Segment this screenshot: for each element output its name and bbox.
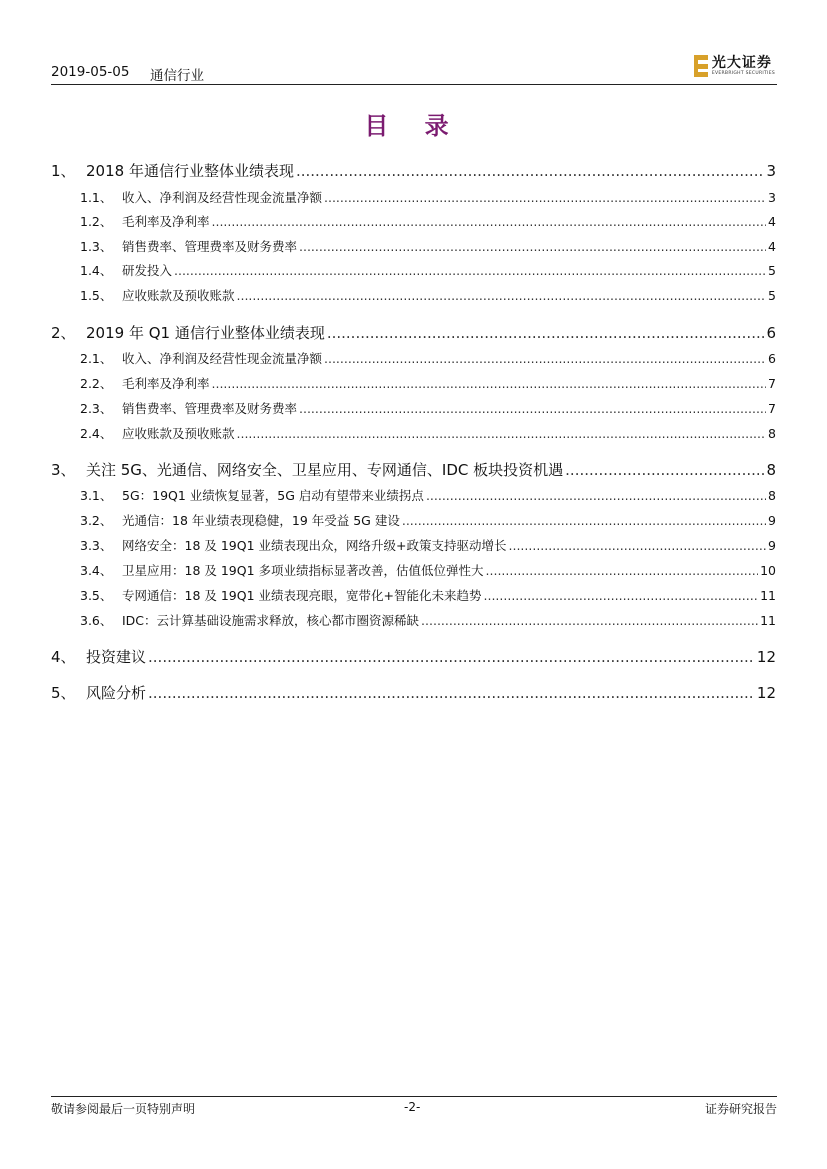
page-header <box>51 54 777 85</box>
toc-entry-label: 2018 年通信行业整体业绩表现 <box>86 162 294 180</box>
toc-entry-label: 收入、净利润及经营性现金流量净额 <box>122 190 323 205</box>
toc-entry-number: 1、 <box>51 162 76 180</box>
toc-leader-dots <box>299 401 766 416</box>
toc-leader-dots <box>299 239 766 254</box>
toc-entry-number: 2.4、 <box>80 426 113 441</box>
toc-entry-number: 2、 <box>51 324 76 342</box>
toc-leader-dots <box>212 376 767 391</box>
toc-leader-dots <box>212 214 767 229</box>
logo-icon <box>694 55 708 77</box>
toc-entry-label: 专网通信：18 及 19Q1 业绩表现亮眼，宽带化+智能化未来趋势 <box>122 588 482 603</box>
toc-entry-number: 1.3、 <box>80 239 113 254</box>
toc-entry-label: 风险分析 <box>86 684 147 702</box>
toc-entry-label: 研发投入 <box>122 263 173 278</box>
toc-entry-number: 3.1、 <box>80 488 113 503</box>
toc-entry[interactable] <box>51 188 776 206</box>
toc-entry[interactable] <box>51 561 776 579</box>
toc-entry-number: 3.5、 <box>80 588 113 603</box>
toc-leader-dots <box>421 613 758 628</box>
toc-entry-page: 6 <box>768 351 776 366</box>
toc-leader-dots <box>296 162 765 180</box>
toc-entry-page: 8 <box>766 461 776 479</box>
toc-entry-label: 网络安全：18 及 19Q1 业绩表现出众，网络升级+政策支持驱动增长 <box>122 538 507 553</box>
toc-entry[interactable] <box>51 459 776 480</box>
toc-entry-page: 11 <box>760 588 776 603</box>
toc-leader-dots <box>484 588 759 603</box>
toc-entry-page: 5 <box>768 263 776 278</box>
toc-entry-label: 毛利率及净利率 <box>122 376 210 391</box>
toc-entry-page: 8 <box>768 488 776 503</box>
toc-entry[interactable] <box>51 160 776 181</box>
toc-entry[interactable] <box>51 486 776 504</box>
toc-entry[interactable] <box>51 682 776 703</box>
toc-entry-label: 投资建议 <box>86 648 147 666</box>
toc-entry-page: 5 <box>768 288 776 303</box>
logo-name-cn: 光大证券 <box>711 54 772 71</box>
toc-entry-page: 7 <box>768 376 776 391</box>
toc-entry-page: 12 <box>756 648 776 666</box>
toc-entry-page: 9 <box>768 513 776 528</box>
toc-entry-number: 2.3、 <box>80 401 113 416</box>
toc-leader-dots <box>324 351 766 366</box>
report-type: 证券研究报告 <box>704 1102 777 1116</box>
toc-leader-dots <box>148 648 755 666</box>
toc-entry[interactable] <box>51 536 776 554</box>
toc-leader-dots <box>565 461 764 479</box>
page-number: -2- <box>404 1100 421 1114</box>
toc-entry-number: 1.4、 <box>80 263 113 278</box>
toc-leader-dots <box>148 684 755 702</box>
toc-entry-number: 3.6、 <box>80 613 113 628</box>
toc-title: 目 录 <box>364 112 463 140</box>
toc-entry-label: 关注 5G、光通信、网络安全、卫星应用、专网通信、IDC 板块投资机遇 <box>86 461 564 479</box>
toc-entry-page: 11 <box>760 613 776 628</box>
toc-leader-dots <box>237 426 767 441</box>
toc-entry-page: 6 <box>766 324 776 342</box>
toc-entry-number: 1.2、 <box>80 214 113 229</box>
toc-entry[interactable] <box>51 424 776 442</box>
toc-entry-label: 5G：19Q1 业绩恢复显著，5G 启动有望带来业绩拐点 <box>122 488 424 503</box>
toc-entry-label: 光通信：18 年业绩表现稳健，19 年受益 5G 建设 <box>122 513 400 528</box>
toc-entry[interactable] <box>51 261 776 279</box>
toc-entry-page: 4 <box>768 214 776 229</box>
toc-entry[interactable] <box>51 237 776 255</box>
company-logo <box>694 52 775 80</box>
toc-entry[interactable] <box>51 611 776 629</box>
toc-entry-page: 7 <box>768 401 776 416</box>
toc-entry-number: 5、 <box>51 684 76 702</box>
toc-entry-label: 应收账款及预收账款 <box>122 288 235 303</box>
toc-entry[interactable] <box>51 646 776 667</box>
toc-entry[interactable] <box>51 322 776 343</box>
toc-entry-page: 12 <box>756 684 776 702</box>
industry-label: 通信行业 <box>150 68 204 84</box>
toc-entry-label: 销售费率、管理费率及财务费率 <box>122 401 298 416</box>
toc-entry-number: 4、 <box>51 648 76 666</box>
toc-leader-dots <box>486 563 759 578</box>
toc-leader-dots <box>509 538 767 553</box>
toc-entry[interactable] <box>51 399 776 417</box>
toc-leader-dots <box>324 190 766 205</box>
toc-entry-label: 收入、净利润及经营性现金流量净额 <box>122 351 323 366</box>
toc-entry-number: 2.2、 <box>80 376 113 391</box>
toc-leader-dots <box>426 488 766 503</box>
toc-entry[interactable] <box>51 374 776 392</box>
toc-entry-number: 2.1、 <box>80 351 113 366</box>
disclaimer-text: 敬请参阅最后一页特别声明 <box>51 1102 196 1116</box>
toc-entry-label: IDC：云计算基础设施需求释放，核心都市圈资源稀缺 <box>122 613 420 628</box>
toc-entry[interactable] <box>51 586 776 604</box>
report-date: 2019-05-05 <box>51 64 130 80</box>
toc-entry-page: 4 <box>768 239 776 254</box>
toc-entry-label: 2019 年 Q1 通信行业整体业绩表现 <box>86 324 325 342</box>
toc-entry-page: 10 <box>760 563 776 578</box>
toc-leader-dots <box>327 324 765 342</box>
toc-entry-label: 应收账款及预收账款 <box>122 426 235 441</box>
toc-entry-page: 9 <box>768 538 776 553</box>
toc-entry-page: 3 <box>768 190 776 205</box>
toc-entry-number: 3、 <box>51 461 76 479</box>
toc-entry-number: 3.4、 <box>80 563 113 578</box>
toc-entry-label: 销售费率、管理费率及财务费率 <box>122 239 298 254</box>
toc-entry-label: 毛利率及净利率 <box>122 214 210 229</box>
toc-entry-number: 1.1、 <box>80 190 113 205</box>
page-footer <box>51 1096 777 1117</box>
toc-entry-label: 卫星应用：18 及 19Q1 多项业绩指标显著改善，估值低位弹性大 <box>122 563 484 578</box>
toc-leader-dots <box>402 513 766 528</box>
toc-entry-page: 8 <box>768 426 776 441</box>
toc-leader-dots <box>174 263 766 278</box>
toc-entry[interactable] <box>51 212 776 230</box>
toc-entry[interactable] <box>51 286 776 304</box>
toc-entry[interactable] <box>51 349 776 367</box>
toc-entry-number: 3.3、 <box>80 538 113 553</box>
toc-entry-number: 3.2、 <box>80 513 113 528</box>
toc-leader-dots <box>237 288 767 303</box>
toc-entry-page: 3 <box>766 162 776 180</box>
toc-entry[interactable] <box>51 511 776 529</box>
logo-name-en: EVERBRIGHT SECURITIES <box>711 70 775 76</box>
toc-entry-number: 1.5、 <box>80 288 113 303</box>
